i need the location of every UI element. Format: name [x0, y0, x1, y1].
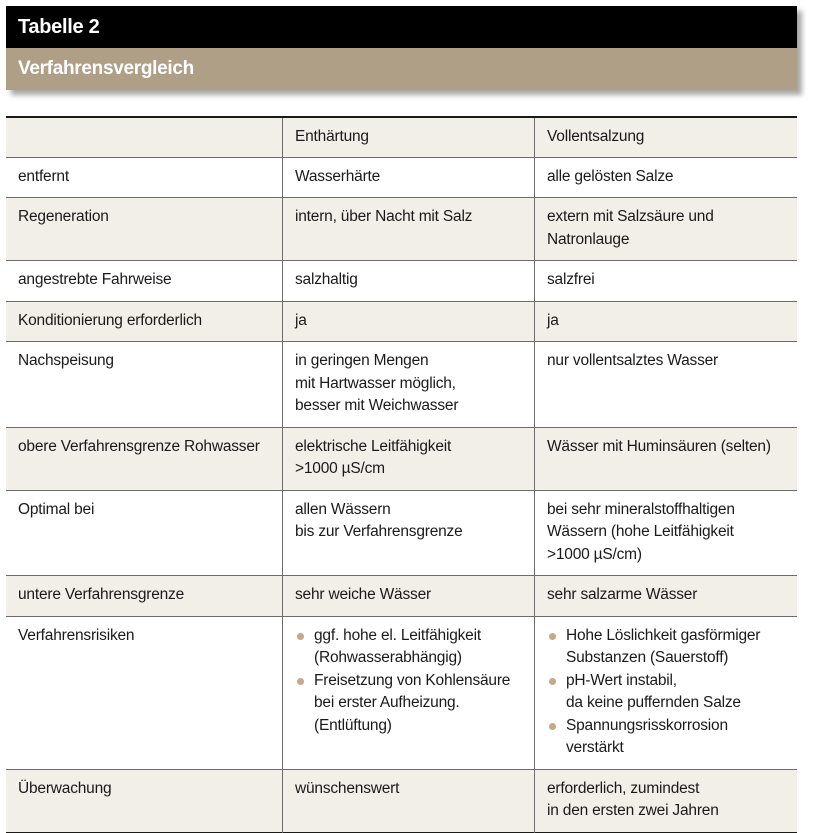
risk-text-line: (Entlüftung): [314, 716, 392, 734]
cell-vollentsalzung: [535, 301, 798, 342]
cell-vollentsalzung: [535, 616, 798, 769]
table-row: [6, 342, 797, 428]
row-label: Verfahrensrisiken: [6, 616, 283, 769]
cell-text-line: ja: [547, 311, 559, 329]
risk-text-line: pH-Wert instabil,: [566, 671, 677, 689]
cell-enthaertung: [283, 769, 535, 832]
cell-enthaertung: [283, 301, 535, 342]
cell-enthaertung: [283, 198, 535, 261]
cell-enthaertung: [283, 157, 535, 198]
cell-enthaertung: [283, 576, 535, 617]
cell-text-line: Wässern (hohe Leitfähigkeit: [547, 523, 734, 540]
row-label: Nachspeisung: [6, 342, 283, 428]
table-header-row: [6, 117, 797, 157]
bullet-dot-icon: [549, 678, 556, 685]
cell-vollentsalzung: [535, 157, 798, 198]
table-row: [6, 157, 797, 198]
cell-enthaertung: [283, 261, 535, 302]
cell-text-line: bis zur Verfahrensgrenze: [295, 523, 463, 540]
cell-enthaertung: [283, 342, 535, 428]
cell-text-line: erforderlich, zumindest: [547, 779, 700, 797]
table-title: Tabelle 2: [6, 6, 797, 48]
cell-vollentsalzung: [535, 261, 798, 302]
risk-text-line: Hohe Löslichkeit gasförmiger: [566, 626, 761, 644]
cell-enthaertung: [283, 616, 535, 769]
risk-list-item: [547, 715, 785, 760]
risk-list-item: [547, 670, 785, 715]
risk-list: [295, 625, 522, 738]
cell-text-line: in geringen Mengen: [295, 352, 429, 369]
cell-text-line: wünschenswert: [295, 779, 400, 797]
cell-text-line: Wässer mit Huminsäuren (selten): [547, 437, 771, 455]
table-row: [6, 301, 797, 342]
cell-text-line: nur vollentsalztes Wasser: [547, 352, 719, 369]
risk-text-line: (Rohwasserabhängig): [314, 649, 462, 666]
row-label: Optimal bei: [6, 490, 283, 576]
comparison-table: [6, 116, 797, 833]
cell-vollentsalzung: [535, 427, 798, 490]
table-row: [6, 198, 797, 261]
cell-text-line: sehr weiche Wässer: [295, 586, 431, 603]
table-row: [6, 616, 797, 769]
cell-text-line: extern mit Salzsäure und: [547, 208, 714, 225]
cell-vollentsalzung: [535, 198, 798, 261]
cell-text-line: bei sehr mineralstoffhaltigen: [547, 500, 735, 518]
row-label: Überwachung: [6, 769, 283, 832]
row-label: obere Verfahrensgrenze Rohwasser: [6, 427, 283, 490]
column-header: Vollentsalzung: [535, 117, 798, 157]
cell-text-line: mit Hartwasser möglich,: [295, 374, 456, 392]
row-label: untere Verfahrensgrenze: [6, 576, 283, 617]
risk-text-line: verstärkt: [566, 739, 624, 756]
table-row: [6, 427, 797, 490]
cell-text-line: Wasserhärte: [295, 167, 381, 185]
column-header: Enthärtung: [283, 117, 535, 157]
table-row: [6, 490, 797, 576]
cell-text-line: alle gelösten Salze: [547, 167, 674, 185]
cell-enthaertung: [283, 490, 535, 576]
row-label: Konditionierung erforderlich: [6, 301, 283, 342]
cell-text-line: in den ersten zwei Jahren: [547, 802, 719, 819]
cell-text-line: sehr salzarme Wässer: [547, 586, 698, 603]
risk-list-item: [547, 625, 785, 670]
row-label: Regeneration: [6, 198, 283, 261]
table-subtitle: Verfahrensvergleich: [6, 48, 797, 90]
cell-text-line: ja: [295, 311, 307, 329]
risk-text-line: Substanzen (Sauerstoff): [566, 649, 729, 666]
bullet-dot-icon: [549, 723, 556, 730]
cell-text-line: besser mit Weichwasser: [295, 397, 459, 414]
cell-text-line: >1000 µS/cm: [295, 460, 385, 477]
risk-list: [547, 625, 785, 760]
cell-text-line: salzhaltig: [295, 271, 358, 288]
row-label: entfernt: [6, 157, 283, 198]
cell-enthaertung: [283, 427, 535, 490]
cell-vollentsalzung: [535, 490, 798, 576]
cell-text-line: >1000 µS/cm): [547, 545, 642, 563]
cell-vollentsalzung: [535, 769, 798, 832]
table-row: [6, 769, 797, 832]
cell-text-line: Natronlauge: [547, 230, 630, 248]
cell-vollentsalzung: [535, 576, 798, 617]
row-label: angestrebte Fahrweise: [6, 261, 283, 302]
cell-text-line: elektrische Leitfähigkeit: [295, 437, 452, 455]
risk-text-line: ggf. hohe el. Leitfähigkeit: [314, 626, 481, 644]
bullet-dot-icon: [297, 678, 304, 685]
risk-text-line: da keine puffernden Salze: [566, 694, 741, 711]
risk-text-line: Spannungsrisskorrosion: [566, 716, 728, 734]
cell-vollentsalzung: [535, 342, 798, 428]
cell-text-line: intern, über Nacht mit Salz: [295, 208, 473, 225]
risk-list-item: [295, 625, 522, 670]
cell-text-line: salzfrei: [547, 271, 595, 288]
cell-text-line: allen Wässern: [295, 500, 391, 518]
bullet-dot-icon: [549, 633, 556, 640]
risk-text-line: bei erster Aufheizung.: [314, 694, 460, 711]
table-row: [6, 261, 797, 302]
risk-list-item: [295, 670, 522, 738]
table-header-box: [6, 6, 797, 90]
risk-text-line: Freisetzung von Kohlensäure: [314, 671, 511, 689]
bullet-dot-icon: [297, 633, 304, 640]
table-row: [6, 576, 797, 617]
column-header: [6, 117, 283, 157]
